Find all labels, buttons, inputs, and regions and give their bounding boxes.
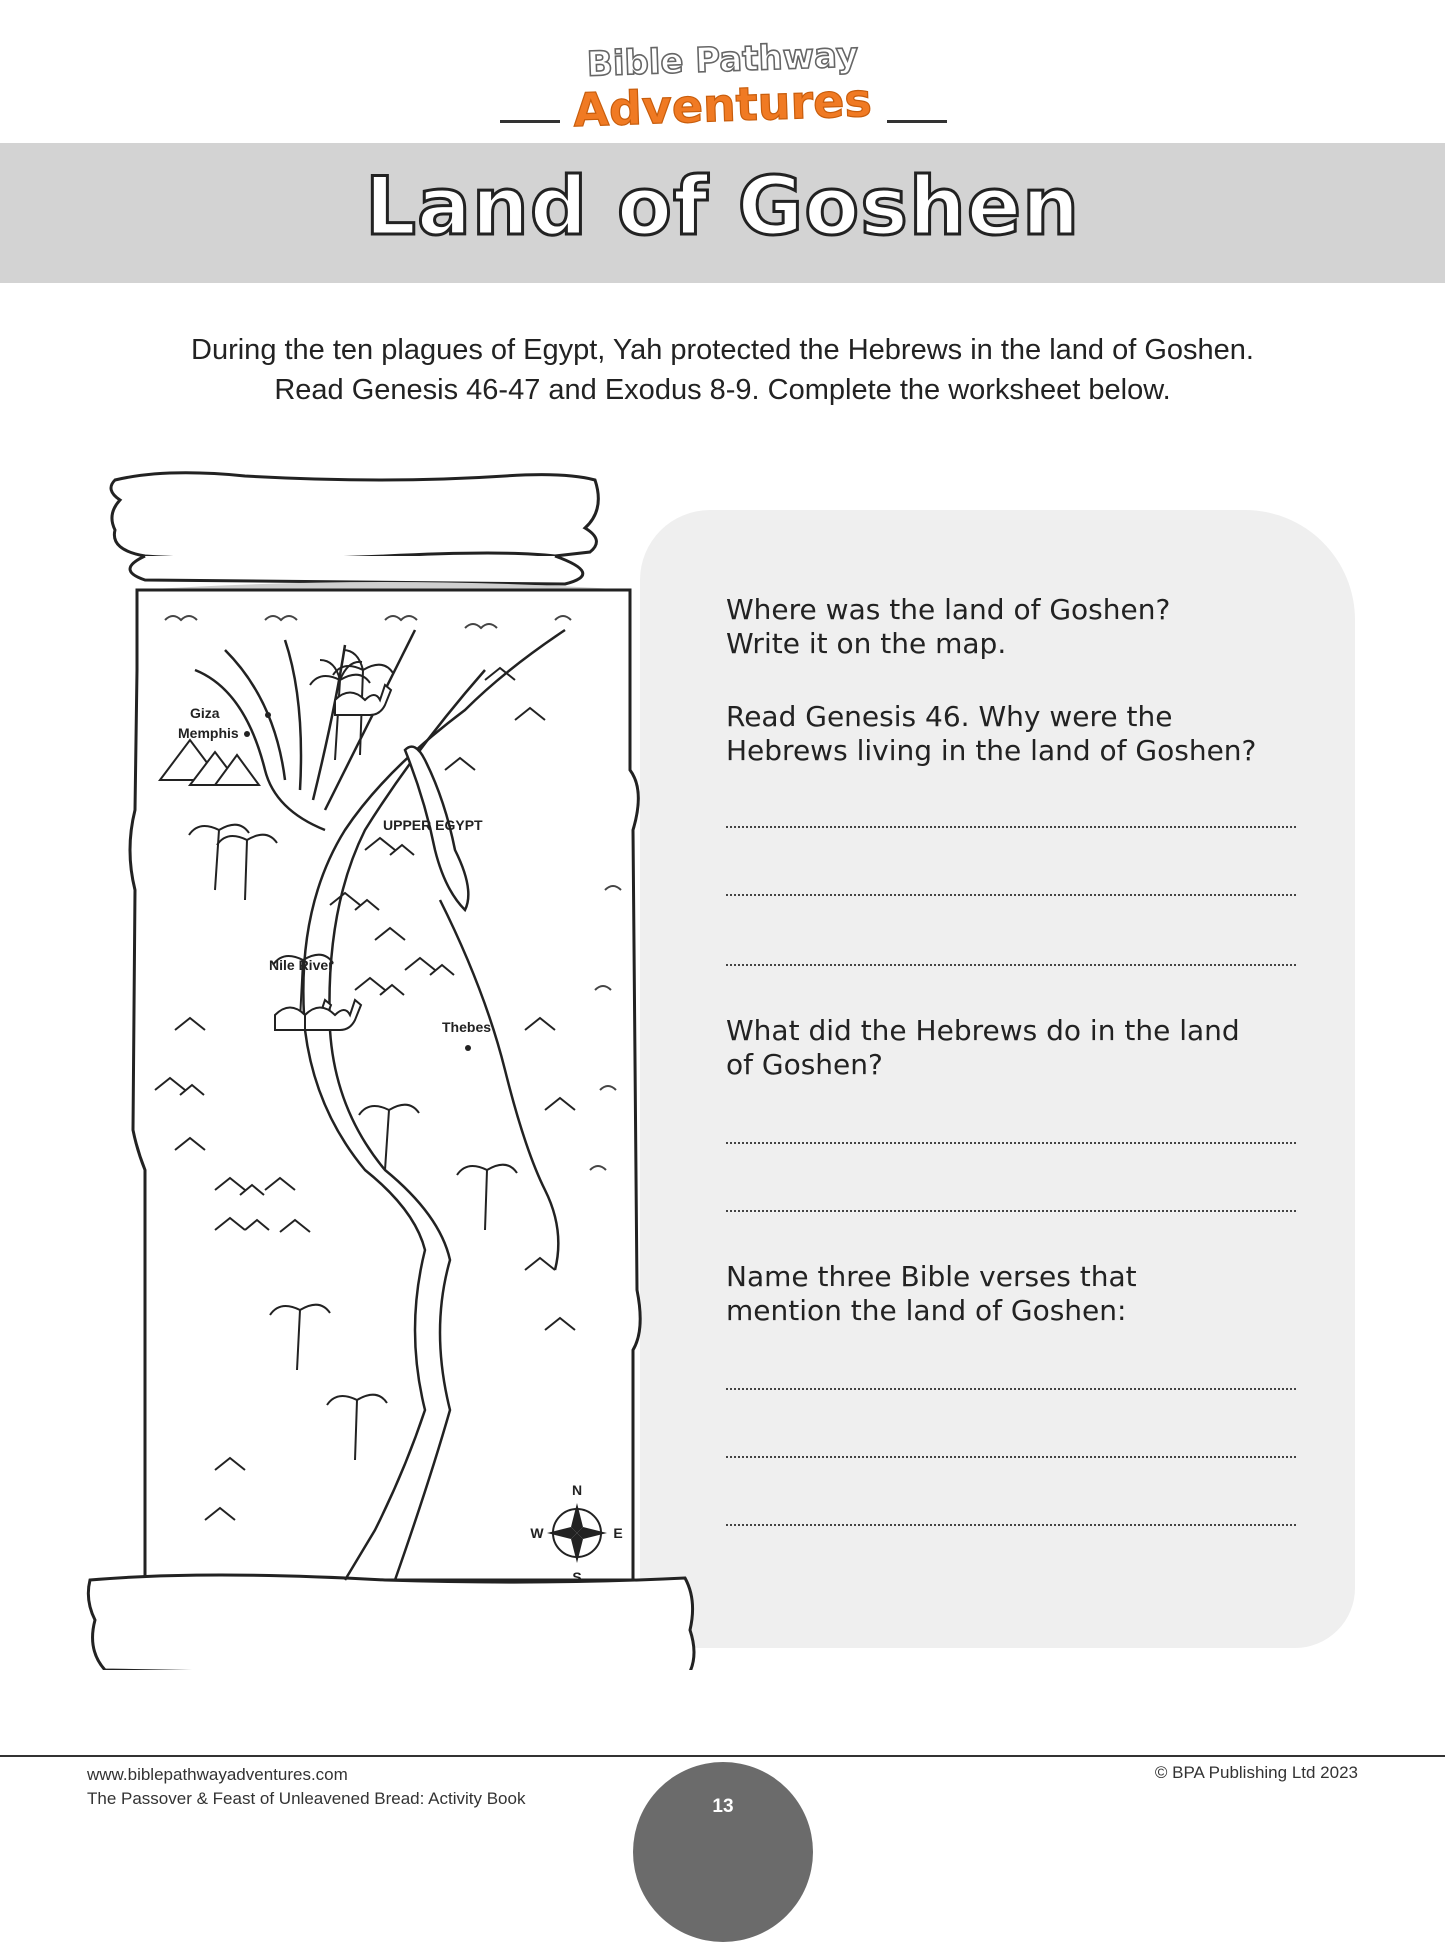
- scroll-bottom-roll: [88, 1575, 694, 1670]
- compass-e: E: [613, 1525, 623, 1541]
- answer-line[interactable]: [726, 1456, 1296, 1458]
- logo-top-text: Bible Pathway: [586, 35, 859, 85]
- answer-line[interactable]: [726, 1524, 1296, 1526]
- memphis-dot: [244, 731, 250, 737]
- intro-line-2: Read Genesis 46-47 and Exodus 8-9. Complete the worksheet below.: [274, 374, 1171, 406]
- scroll-top-roll: [111, 473, 598, 559]
- footer-rule: [0, 1755, 1445, 1757]
- question-3: [726, 1014, 1240, 1082]
- logo-rule-left: [500, 120, 560, 123]
- page-number: 13: [712, 1796, 734, 1817]
- answer-line[interactable]: [726, 1210, 1296, 1212]
- question-1: [726, 593, 1170, 661]
- answer-line[interactable]: [726, 964, 1296, 966]
- answer-line[interactable]: [726, 826, 1296, 828]
- question-4: [726, 1260, 1137, 1328]
- page-title: Land of Goshen: [364, 160, 1081, 253]
- logo-main-text: Adventures: [572, 72, 873, 138]
- page-number-badge: [633, 1762, 813, 1942]
- question-3-line-1: What did the Hebrews do in the land: [726, 1014, 1240, 1047]
- footer-book-title: The Passover & Feast of Unleavened Bread: Activity Book: [87, 1789, 526, 1808]
- map-label-memphis: Memphis: [178, 725, 239, 741]
- question-1-line-1: Where was the land of Goshen?: [726, 593, 1171, 626]
- footer-copyright: © BPA Publishing Ltd 2023: [1154, 1763, 1358, 1782]
- question-2-line-2: Hebrews living in the land of Goshen?: [726, 734, 1257, 767]
- map-label-upper-egypt: UPPER EGYPT: [383, 817, 483, 833]
- thebes-dot: [465, 1045, 471, 1051]
- question-3-line-2: of Goshen?: [726, 1048, 883, 1081]
- map-label-nile-river: Nile River: [269, 957, 334, 973]
- giza-dot: [265, 712, 271, 718]
- logo: [0, 28, 1445, 138]
- compass-w: W: [530, 1525, 544, 1541]
- map-label-thebes: Thebes: [442, 1019, 492, 1035]
- question-4-line-2: mention the land of Goshen:: [726, 1294, 1127, 1327]
- answer-line[interactable]: [726, 894, 1296, 896]
- compass-s: S: [572, 1569, 582, 1585]
- question-1-line-2: Write it on the map.: [726, 627, 1007, 660]
- footer-left: [87, 1763, 525, 1811]
- question-2: [726, 700, 1256, 768]
- map-label-giza: Giza: [190, 705, 220, 721]
- question-2-line-1: Read Genesis 46. Why were the: [726, 700, 1173, 733]
- answer-line[interactable]: [726, 1142, 1296, 1144]
- answer-line[interactable]: [726, 1388, 1296, 1390]
- question-4-line-1: Name three Bible verses that: [726, 1260, 1137, 1293]
- logo-rule-right: [887, 120, 947, 123]
- egypt-map[interactable]: [85, 470, 705, 1670]
- intro-line-1: During the ten plagues of Egypt, Yah protected the Hebrews in the land of Goshen.: [191, 334, 1254, 366]
- intro-text: [0, 330, 1445, 410]
- footer-url: www.biblepathwayadventures.com: [87, 1765, 348, 1784]
- compass-n: N: [571, 1482, 583, 1498]
